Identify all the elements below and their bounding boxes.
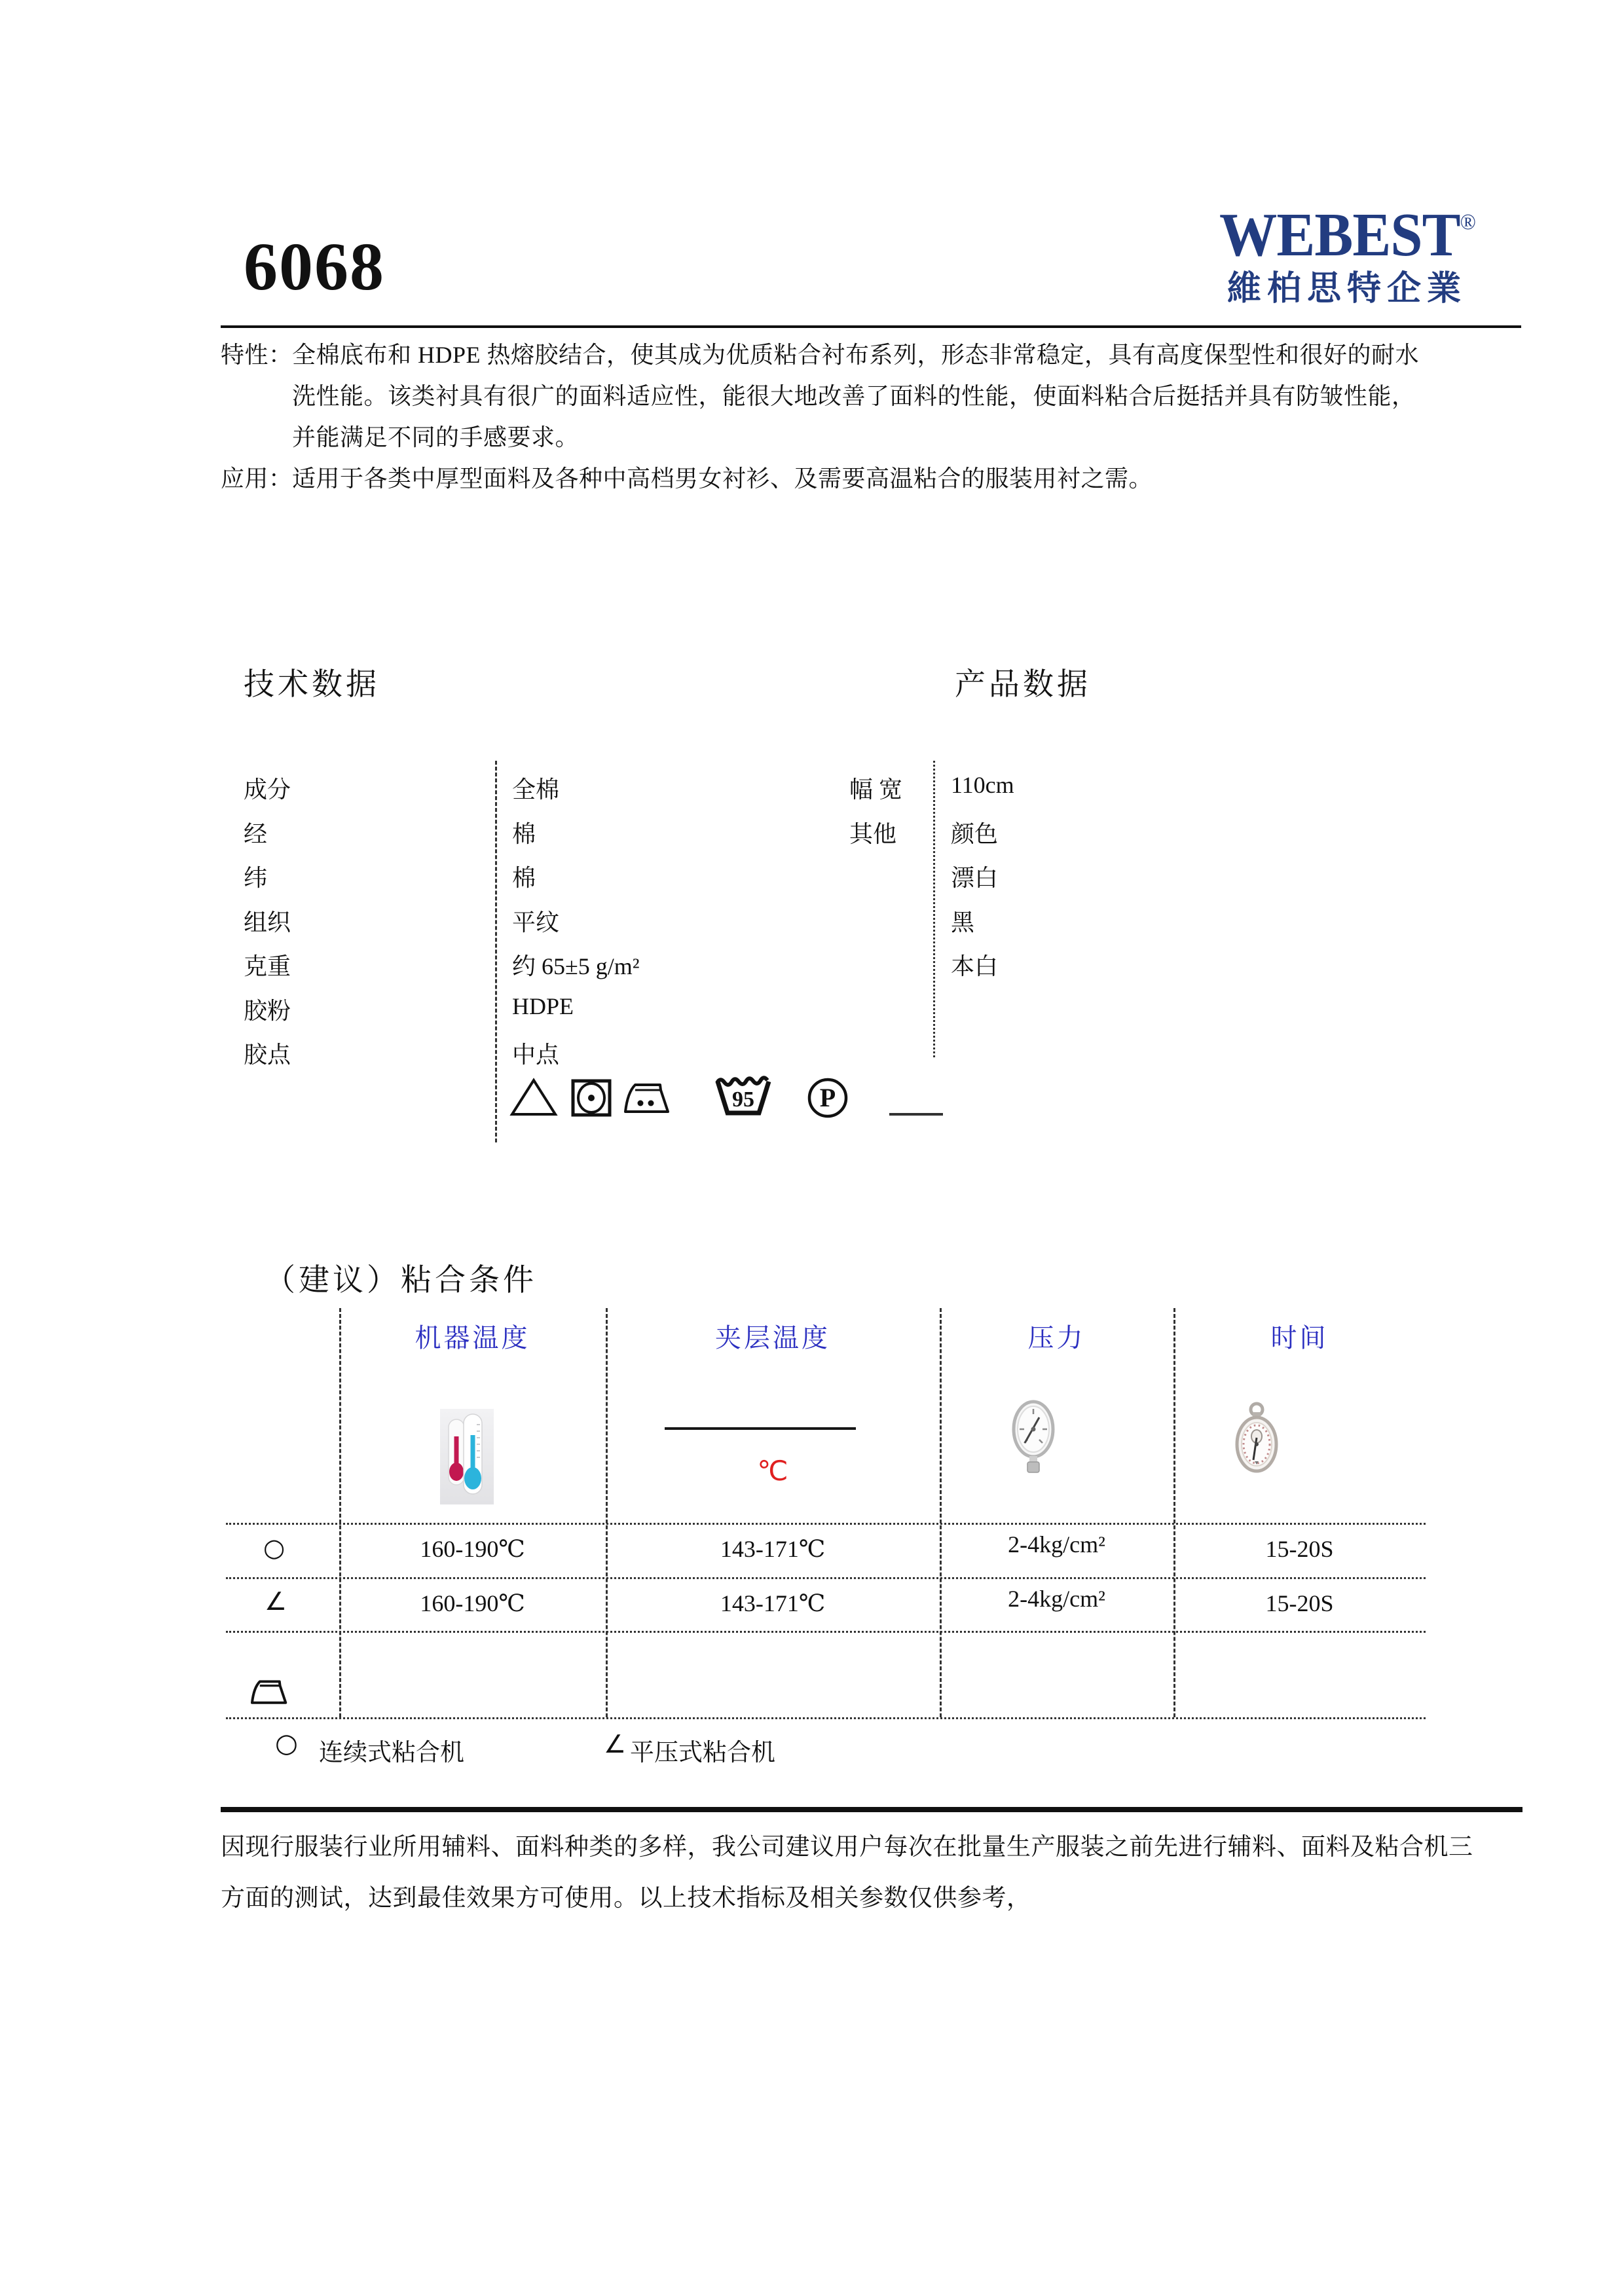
- product-row-label: 幅 宽: [849, 776, 903, 803]
- bonding-cell-layer-temp: 143-171℃: [720, 1590, 826, 1616]
- features-label: 特性：: [221, 342, 293, 368]
- bonding-title: （建议）粘合条件: [265, 1264, 537, 1298]
- tech-row-value: 棉: [512, 821, 536, 847]
- legend-flat-press-label: 平压式粘合机: [630, 1740, 775, 1766]
- bonding-header-pressure: 压力: [1027, 1323, 1086, 1353]
- continuous-machine-symbol: ○: [263, 1533, 286, 1562]
- brand-logo: [1219, 201, 1527, 269]
- brand-company-name: 維柏思特企業: [1227, 270, 1467, 308]
- tech-data-title: 技术数据: [244, 668, 380, 702]
- bonding-table-bottom-border: [226, 1717, 1426, 1719]
- registered-trademark-icon: ®: [1460, 210, 1475, 234]
- dry-clean-letter: P: [819, 1083, 836, 1112]
- flat-press-machine-symbol: ∠: [265, 1587, 287, 1616]
- product-row-value: 颜色: [951, 821, 999, 847]
- tech-row-label: 胶点: [244, 1042, 291, 1068]
- product-data-title: 产品数据: [955, 668, 1091, 702]
- product-row-label: 其他: [849, 821, 897, 847]
- tech-row-label: 成分: [244, 776, 291, 803]
- tech-row-label: 克重: [244, 953, 291, 979]
- features-line-3: 并能满足不同的手感要求。: [292, 424, 580, 450]
- features-line-1: 全棉底布和 HDPE 热熔胶结合，使其成为优质粘合衬布系列，形态非常稳定，具有高度保型性和很好的耐水: [292, 342, 1420, 368]
- product-row-value: 本白: [951, 953, 999, 979]
- product-code: 6068: [244, 229, 385, 304]
- product-row-value: 黑: [951, 909, 975, 936]
- bonding-row-divider: [226, 1631, 1426, 1633]
- tech-row-label: 组织: [244, 909, 291, 936]
- legend-flat-press-symbol: ∠: [604, 1730, 627, 1758]
- tech-table-divider-right: [933, 761, 935, 1057]
- bonding-cell-machine-temp: 160-190℃: [420, 1590, 525, 1616]
- header-divider: [221, 325, 1521, 328]
- bonding-cell-time: 15-20S: [1265, 1590, 1334, 1616]
- celsius-label: ℃: [757, 1455, 788, 1487]
- legend-continuous-symbol: ○: [275, 1728, 298, 1758]
- bonding-row-divider: [226, 1523, 1426, 1525]
- bonding-cell-time: 15-20S: [1265, 1536, 1334, 1562]
- layer-temp-line: [665, 1427, 856, 1430]
- product-row-value: 110cm: [951, 772, 1014, 798]
- dry-clean-p-icon: [807, 1078, 849, 1118]
- tech-row-label: 胶粉: [244, 998, 291, 1024]
- iron-two-dots-icon: [622, 1082, 672, 1116]
- thermometer-icon: [440, 1409, 494, 1504]
- bonding-header-machine-temp: 机器温度: [415, 1323, 530, 1353]
- brand-name-text: WEBEST: [1219, 201, 1460, 269]
- bonding-row-divider: [226, 1577, 1426, 1579]
- tumble-dry-icon: [571, 1079, 612, 1117]
- bonding-cell-machine-temp: 160-190℃: [420, 1536, 525, 1562]
- stopwatch-icon: [1233, 1401, 1280, 1473]
- bonding-cell-pressure: 2-4kg/cm²: [1008, 1586, 1105, 1612]
- product-row-value: 漂白: [951, 865, 999, 891]
- bleach-triangle-icon: [509, 1078, 558, 1117]
- bonding-header-layer-temp: 夹层温度: [715, 1323, 830, 1353]
- bonding-cell-pressure: 2-4kg/cm²: [1008, 1531, 1105, 1558]
- tech-row-value: 平纹: [512, 909, 560, 936]
- brand-wordmark: [1219, 201, 1475, 269]
- bonding-col-divider: [940, 1308, 942, 1717]
- legend-continuous-label: 连续式粘合机: [319, 1740, 464, 1766]
- tech-row-value: HDPE: [512, 993, 574, 1019]
- tech-table-divider-left: [495, 761, 497, 1142]
- bonding-col-divider: [339, 1308, 341, 1717]
- iron-machine-symbol-icon: [249, 1675, 289, 1710]
- features-line-2: 洗性能。该类衬具有很广的面料适应性，能很大地改善了面料的性能，使面料粘合后挺括并具有防皱性能，: [292, 383, 1416, 409]
- footer-line-2: 方面的测试，达到最佳效果方可使用。以上技术指标及相关参数仅供参考，: [221, 1885, 1031, 1912]
- footer-line-1: 因现行服装行业所用辅料、面料种类的多样，我公司建议用户每次在批量生产服装之前先进行辅料、面料及粘合机三: [221, 1834, 1473, 1861]
- wash-95-icon: [714, 1075, 773, 1117]
- tech-row-value: 中点: [512, 1042, 560, 1068]
- footer-divider: [221, 1807, 1522, 1812]
- bonding-cell-layer-temp: 143-171℃: [720, 1536, 826, 1562]
- pressure-gauge-icon: [1012, 1400, 1055, 1474]
- tech-row-value: 约 65±5 g/m²: [512, 953, 640, 979]
- application-text: 适用于各类中厚型面料及各种中高档男女衬衫、及需要高温粘合的服装用衬之需。: [292, 465, 1153, 492]
- tech-row-label: 纬: [244, 865, 268, 891]
- wash-temp-text: 95: [732, 1087, 754, 1112]
- tech-row-value: 棉: [512, 865, 536, 891]
- tech-row-value: 全棉: [512, 776, 560, 803]
- bonding-col-divider: [606, 1308, 608, 1717]
- tech-row-label: 经: [244, 821, 268, 847]
- bonding-header-time: 时间: [1270, 1323, 1329, 1353]
- bonding-col-divider: [1173, 1308, 1175, 1717]
- line-dry-icon: [889, 1113, 943, 1116]
- application-label: 应用：: [221, 465, 293, 492]
